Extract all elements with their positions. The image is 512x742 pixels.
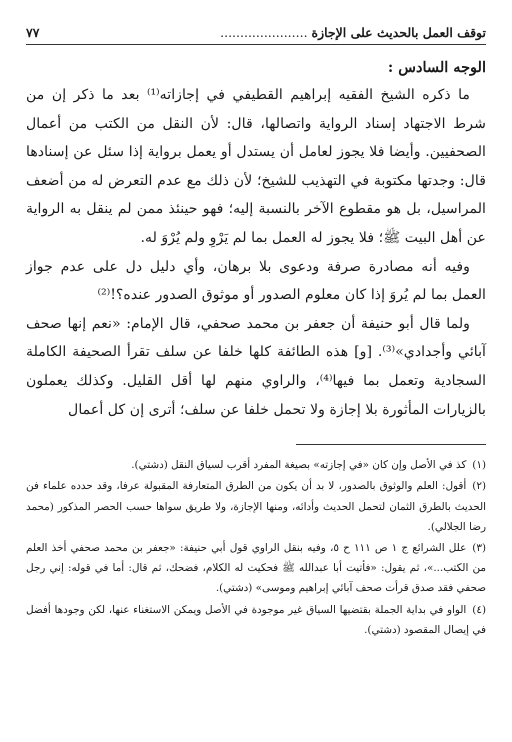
footnote-text: أقول: العلم والوثوق بالصدور، لا بد أن يكون من الطرق المتعارفة المقبولة عرفا، وقد حدده علماء فن الحديث بالطرق الثمان لتحمل الحديث وأدائه، ومنها الإجازة، ولا طريق سواها حسب الحصر المذكور (محمد رضا الجلالي). [26,480,486,533]
footnote-2 [26,476,486,537]
footnote-divider [296,444,486,445]
footnotes [26,455,486,640]
footnote-4 [26,600,486,640]
footnote-3 [26,538,486,599]
footnote-text: علل الشرائع ج ١ ص ١١١ ح ٥، وفيه بنقل الراوي قول أبي حنيفة: «جعفر بن محمد صحفي أخذ العلم من الكتب...»، ثم يقول: «فأتيت أبا عبدالله ﷺ فحكيت له الكلام، فضحك، ثم قال: أما في قوله: إني رجل صحفي فقد صدق قرأت صحف آبائي إبراهيم وموسى» (دشتي). [26,541,486,595]
footnote-1 [26,455,486,475]
running-header [26,22,486,45]
footnote-number: (١) [472,459,486,472]
paragraph-2: وفيه أنه مصادرة صرفة ودعوى بلا برهان، وأي دليل دل على عدم جواز العمل بما لم يُروَ إذا كان معلوم الصدور أو موثوق الصدور عنده؟!⁽²⁾ [26,258,486,304]
main-text [26,55,486,424]
paragraph-1: ما ذكره الشيخ الفقيه إبراهيم القطيفي في إجازاته⁽¹⁾ بعد ما ذكر إن من شرط الاجتهاد إسناد الرواية واتصالها، قال: لأن النقل من الكتب من أعمال الصحفيين. وأيضا فلا يجوز لعامل أن يستدل أو يعمل برواية إذا سئل عن إسنادها قال: وجدتها مكتوبة في التهذيب للشيخ؛ لأن ذلك مع عدم التعرض له من أضعف المراسيل، بل هو مقطوع الآخر بالنسبة إليه؛ فهو حينئذ ممن لم ينقل به الرواية عن أهل البيت ﷺ؛ فلا يجوز له العمل بما لم يَرْوِ ولم يُرْوَ له. [26,87,486,246]
footnote-number: (٤) [472,603,486,616]
footnote-number: (٢) [472,480,486,493]
footnote-number: (٣) [472,541,486,554]
section-heading: الوجه السادس : [387,59,486,76]
footnote-text: كذ في الأصل وإن كان «في إجازته» بصيغة المفرد أقرب لسياق النقل (دشتي). [131,459,467,472]
page-number: ٧٧ [26,25,40,40]
footnote-text: الواو في بداية الجملة بقتضيها السياق غير موجودة في الأصل ويمكن الاستغناء عنها، لكن وجودها أفضل في إيصال المقصود (دشتي). [26,603,486,636]
running-header-title: توقف العمل بالحديث على الإجازة ..... [220,25,486,40]
paragraph-3: ولما قال أبو حنيفة أن جعفر بن محمد صحفي، قال الإمام: «نعم إنها صحف آبائي وأجدادي»⁽³⁾. [و] هذه الطائفة كلها خلفا عن سلف تقرأ الصحيفة الكاملة السجادية وتعمل بما فيها⁽⁴⁾، والراوي منهم لها أقل القليل. وكذلك يعملون بالزيارات المأثورة بلا إجازة ولا تحمل خلفا عن سلف؛ أترى إن كل أعمال [26,315,487,418]
